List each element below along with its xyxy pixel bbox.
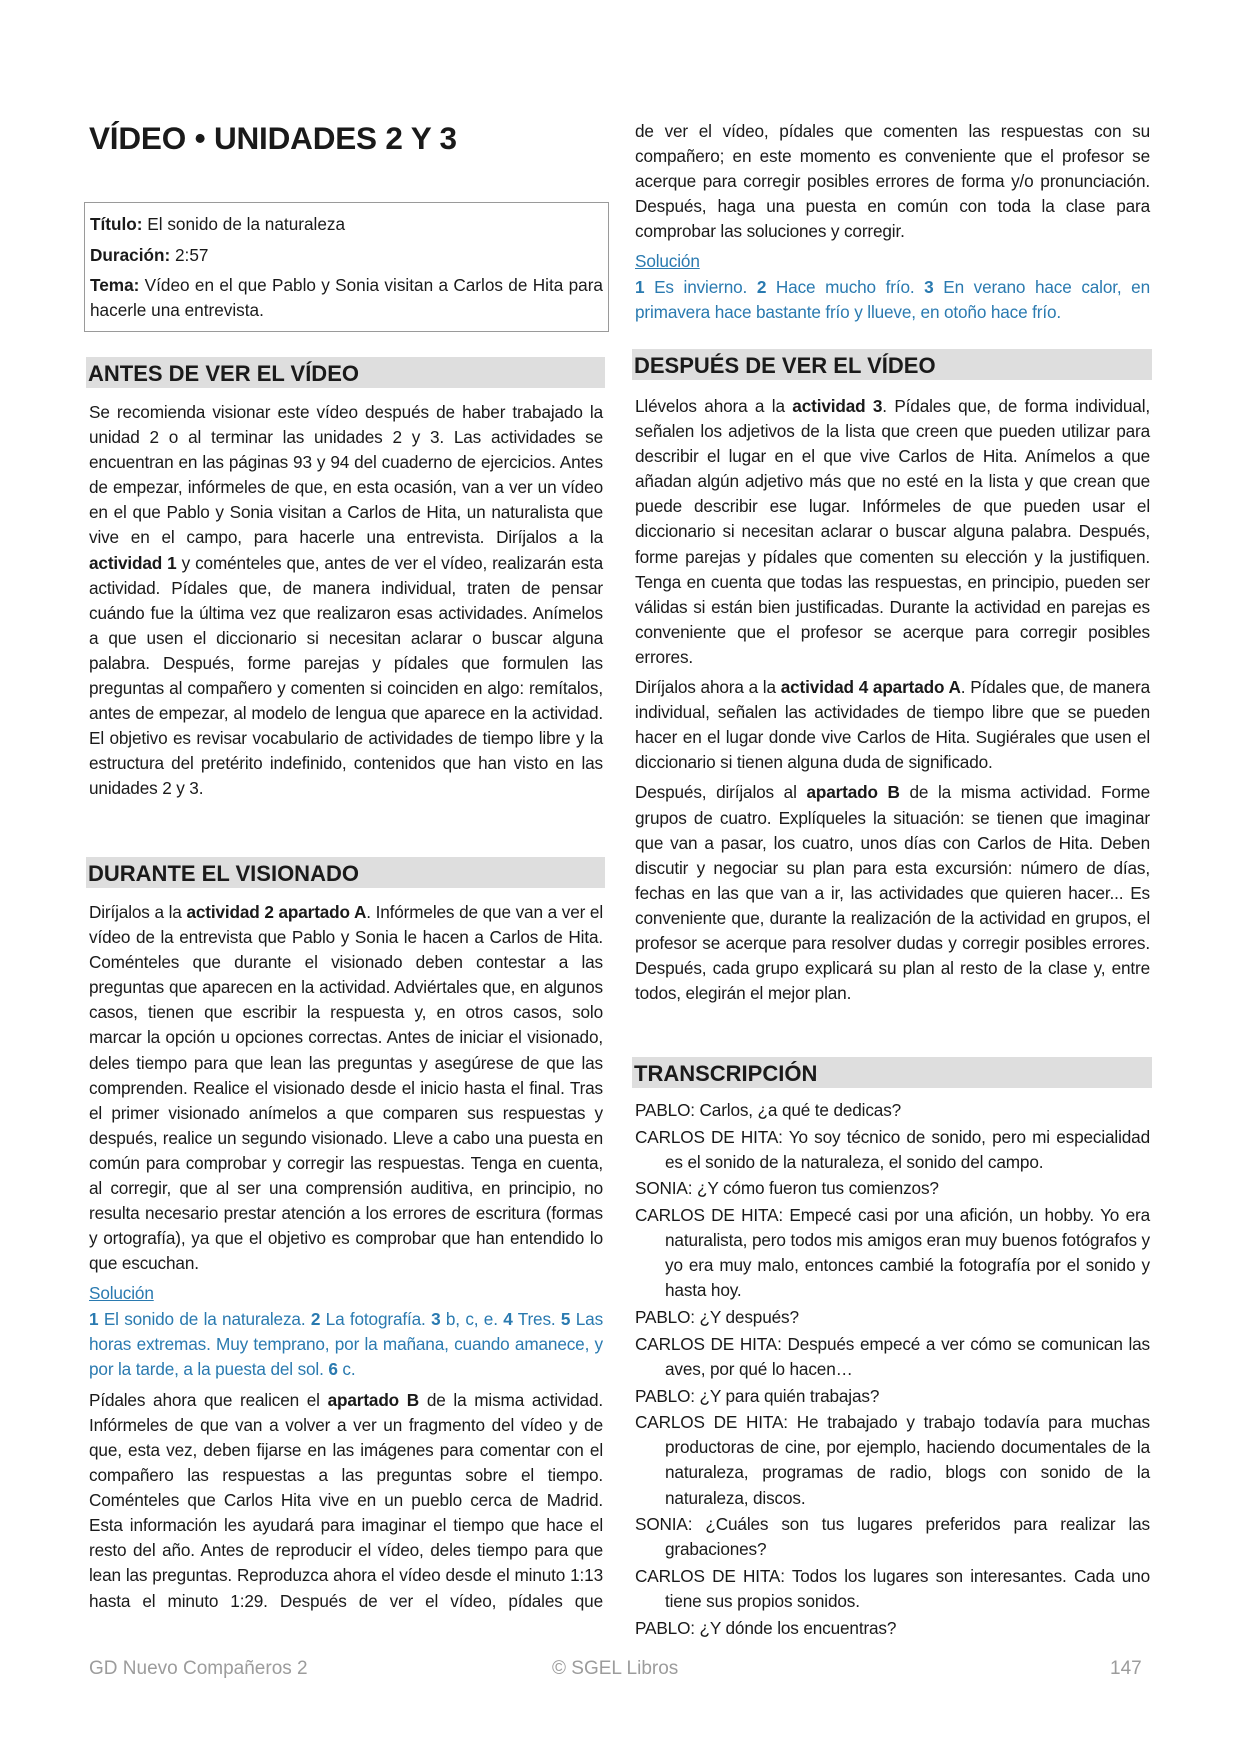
transcript-line: PABLO: Carlos, ¿a qué te dedicas? [635, 1100, 902, 1120]
despues-paragraph-2: Diríjalos ahora a la actividad 4 apartado A. Pídales que, de manera individual, señalen las actividades de tiempo libre que se pueden hacer en el lugar donde vive Carlos de Hita. Sugiérales que usen el diccionario si tienen alguna duda de significado. [635, 677, 1151, 773]
transcript-line: CARLOS DE HITA: Yo soy técnico de sonido, pero mi especialidad es el sonido de la naturaleza, el sonido del campo. [635, 1126, 1150, 1172]
solucion-block-1 [89, 1281, 603, 1381]
footer-copyright: © SGEL Libros [552, 1658, 679, 1679]
transcript-line: SONIA: ¿Y cómo fueron tus comienzos? [635, 1178, 939, 1199]
footer-page-number: 147 [1110, 1658, 1142, 1679]
durante-text [89, 900, 603, 1619]
solucion-text-2: 1 Es invierno. 2 Hace mucho frío. 3 En verano hace calor, en primavera hace bastante frío y llueve, en otoño hace frío. [635, 276, 1151, 322]
solucion-link-2[interactable]: Solución [635, 251, 700, 272]
solucion-block-2 [635, 249, 1150, 324]
transcript-line: CARLOS DE HITA: Empecé casi por una afición, un hobby. Yo era naturalista, pero todos mis amigos eran muy buenos fotógrafos y yo era muy malo, entonces cambié la fotografía por el sonido y hasta hoy. [635, 1205, 1150, 1301]
despues-paragraph-3: Después, diríjalos al apartado B de la misma actividad. Forme grupos de cuatro. Explíqueles la situación: se tienen que imaginar que van a pasar, los cuatro, unos días con Carlos de Hita. Deben discutir y negociar su plan para esta excursión: número de días, fechas en las que van a ir, las actividades que quieren hacer... Es conveniente que, durante la realización de la actividad en grupos, el profesor se acerque para resolver dudas y corregir posibles errores. Después, cada grupo explicará su plan al resto de la clase y, entre todos, elegirán el mejor plan. [635, 782, 1150, 1004]
durante-paragraph-1: Diríjalos a la actividad 2 apartado A. Infórmeles de que van a ver el vídeo de la entrevista que Pablo y Sonia le hacen a Carlos de Hita. Coménteles que durante el visionado deben contestar a las preguntas que aparecen en la actividad. Adviértales que, en algunos casos, tienen que escribir la respuesta y, en otros casos, solo marcar la opción u opciones correctas. Antes de iniciar el visionado, deles tiempo para que lean las preguntas y asegúrese de que las comprenden. Realice el visionado desde el inicio hasta el final. Tras el primer visionado anímelos a que comparen sus respuestas y después, realice un segundo visionado. Lleve a cabo una puesta en común para comprobar y corregir las respuestas. Tenga en cuenta, al corregir, que al ser una comprensión auditiva, en principio, no resulta necesario prestar atención a los errores de escritura (formas y ortografía), ya que el objetivo es comprobar que han entendido lo que escuchan. [89, 902, 603, 1274]
despues-text [635, 394, 1150, 1011]
antes-paragraph: Se recomienda visionar este vídeo después de haber trabajado la unidad 2 o al terminar las unidades 2 y 3. Las actividades se encuentran en las páginas 93 y 94 del cuaderno de ejercicios. Antes de empezar, infórmeles de que, en esta ocasión, van a ver un vídeo en el que Pablo y Sonia visitan a Carlos de Hita, un naturalista que vive en el campo, para hacerle una entrevista. Diríjalos a la actividad 1 y coménteles que, antes de ver el vídeo, realizarán esta actividad. Pídales que, de manera individual, traten de pensar cuándo fue la última vez que realizaron esas actividades. Anímelos a que usen el diccionario si necesitan aclarar o buscar alguna palabra. Después, forme parejas y pídales que formulen las preguntas al compañero y comenten si coinciden en algo: remítalos, antes de empezar, al modelo de lengua que aparece en la actividad. El objetivo es revisar vocabulario de actividades de tiempo libre y la estructura del pretérito indefinido, contenidos que han visto en las unidades 2 y 3. [89, 402, 603, 799]
durante-continuation [635, 119, 1150, 325]
video-info-box [84, 202, 609, 332]
info-duracion: Duración: 2:57 [90, 244, 209, 265]
section-heading-antes: ANTES DE VER EL VÍDEO [86, 357, 605, 388]
durante-paragraph-2: Pídales ahora que realicen el apartado B de la misma actividad. Infórmeles de que van a volver a ver un fragmento del vídeo y de que, esta vez, deben fijarse en las imágenes para comentar con el compañero las respuestas a las preguntas sobre el tiempo. Coménteles que Carlos Hita vive en un pueblo cerca de Madrid. Esta información les ayudará para imaginar el tiempo que hace el resto del año. Antes de reproducir el vídeo, deles tiempo para que lean las preguntas. Reproduzca ahora el vídeo desde el minuto 1:13 hasta el minuto 1:29. Después de ver el vídeo, pídales que [89, 1389, 603, 1611]
info-titulo: Título: El sonido de la naturaleza [90, 214, 346, 234]
transcript-line: PABLO: ¿Y dónde los encuentras? [635, 1617, 897, 1638]
transcript-line: PABLO: ¿Y después? [635, 1307, 799, 1328]
page-title: VÍDEO • UNIDADES 2 Y 3 [89, 120, 457, 156]
transcript-line: CARLOS DE HITA: He trabajado y trabajo todavía para muchas productoras de cine, por ejemplo, haciendo documentales de la naturaleza, programas de radio, blogs con sonido de la naturaleza, discos. [635, 1412, 1150, 1508]
transcripcion-list [635, 1098, 1150, 1643]
transcript-line: CARLOS DE HITA: Después empecé a ver cómo se comunican las aves, por qué lo hacen… [635, 1333, 1150, 1379]
info-tema: Tema: Vídeo en el que Pablo y Sonia visitan a Carlos de Hita para hacerle una entrevista. [90, 275, 603, 320]
transcript-line: CARLOS DE HITA: Todos los lugares son interesantes. Cada uno tiene sus propios sonidos. [635, 1566, 1150, 1612]
durante-paragraph-2-cont: de ver el vídeo, pídales que comenten las respuestas con su compañero; en este momento es conveniente que el profesor se acerque para corregir posibles errores de forma y/o pronunciación. Después, haga una puesta en común con toda la clase para comprobar las soluciones y corregir. [635, 121, 1150, 242]
solucion-text-1: 1 El sonido de la naturaleza. 2 La fotografía. 3 b, c, e. 4 Tres. 5 Las horas extremas. Muy temprano, por la mañana, cuando amanece, y por la tarde, a la puesta del sol. 6 c. [89, 1308, 604, 1379]
solucion-link-1[interactable]: Solución [89, 1283, 154, 1304]
despues-paragraph-1: Llévelos ahora a la actividad 3. Pídales que, de forma individual, señalen los adjetivos de la lista que creen que pueden utilizar para describir el lugar en el que vive Carlos de Hita. Anímelos a que añadan algún adjetivo más que no esté en la lista y que crean que puede describir ese lugar. Infórmeles de que pueden usar el diccionario si necesitan aclarar o buscar alguna palabra. Después, forme parejas y pídales que comenten su elección y la justifiquen. Tenga en cuenta que todas las respuestas, en principio, pueden ser válidas si están bien justificadas. Durante la actividad en parejas es conveniente que el profesor se acerque para corregir posibles errores. [635, 396, 1150, 667]
section-heading-despues: DESPUÉS DE VER EL VÍDEO [632, 349, 1152, 380]
section-heading-transcripcion: TRANSCRIPCIÓN [632, 1057, 1152, 1088]
transcript-line: PABLO: ¿Y para quién trabajas? [635, 1385, 880, 1406]
antes-text [89, 400, 603, 807]
footer-book-title: GD Nuevo Compañeros 2 [89, 1658, 308, 1679]
section-heading-durante: DURANTE EL VISIONADO [86, 857, 605, 888]
transcript-line: SONIA: ¿Cuáles son tus lugares preferidos para realizar las grabaciones? [635, 1514, 1150, 1560]
